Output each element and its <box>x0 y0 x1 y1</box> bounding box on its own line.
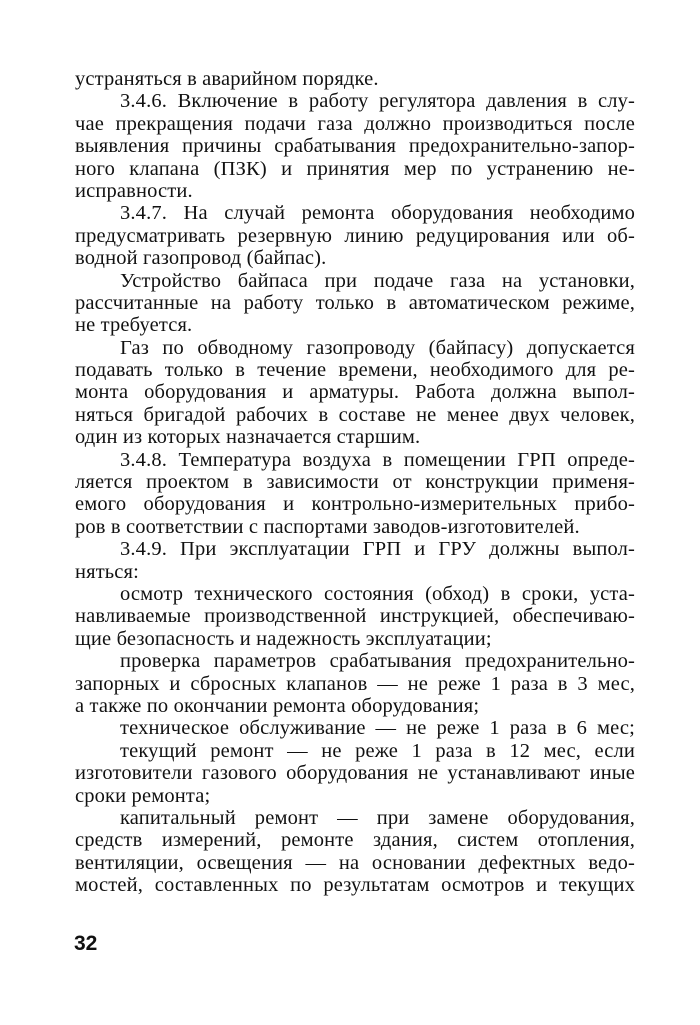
text-line: капитальный ремонт — при замене оборудования, <box>120 806 635 829</box>
text-line: Устройство байпаса при подаче газа на установки, <box>120 269 635 292</box>
text-line: 3.4.7. На случай ремонта оборудования необходимо <box>120 202 635 225</box>
page-number: 32 <box>74 932 98 955</box>
text-line: не требуется. <box>75 314 193 337</box>
text-line: Газ по обводному газопроводу (байпасу) допускается <box>120 336 635 359</box>
text-line: изготовители газового оборудования не устанавливают иные <box>75 762 635 785</box>
text-line: ляется проектом в зависимости от конструкции применя- <box>75 471 635 494</box>
text-line: емого оборудования и контрольно-измерительных прибо- <box>75 493 635 516</box>
text-line: подавать только в течение времени, необходимого для ре- <box>75 359 635 382</box>
text-line: исправности. <box>75 179 193 202</box>
text-line: предусматривать резервную линию редуцирования или об- <box>75 224 635 247</box>
text-line: запорных и сбросных клапанов — не реже 1 раза в 3 мес, <box>75 672 635 695</box>
text-line: вентиляции, освещения — на основании дефектных ведо- <box>75 851 635 874</box>
text-line: няться бригадой рабочих в составе не менее двух человек, <box>75 403 635 426</box>
text-line: текущий ремонт — не реже 1 раза в 12 мес, если <box>120 739 635 762</box>
text-line: осмотр технического состояния (обход) в сроки, уста- <box>120 582 635 605</box>
body-text <box>75 68 635 896</box>
text-line: мостей, составленных по результатам осмотров и текущих <box>75 874 635 897</box>
text-line: ного клапана (ПЗК) и принятия мер по устранению не- <box>75 157 635 180</box>
text-line: один из которых назначается старшим. <box>75 426 421 449</box>
text-line: монта оборудования и арматуры. Работа должна выпол- <box>75 381 635 404</box>
text-line: няться: <box>75 560 139 583</box>
text-line: выявления причины срабатывания предохранительно-запор- <box>75 135 635 158</box>
text-line: щие безопасность и надежность эксплуатации; <box>75 627 492 650</box>
text-line: рассчитанные на работу только в автоматическом режиме, <box>75 291 635 314</box>
text-line: водной газопровод (байпас). <box>75 247 327 270</box>
text-line: сроки ремонта; <box>75 784 211 807</box>
text-line: 3.4.9. При эксплуатации ГРП и ГРУ должны выпол- <box>120 538 635 561</box>
text-line: устраняться в аварийном порядке. <box>75 68 379 90</box>
text-line: средств измерений, ремонте здания, систем отопления, <box>75 829 635 852</box>
text-line: 3.4.6. Включение в работу регулятора давления в слу- <box>120 90 635 113</box>
text-line: 3.4.8. Температура воздуха в помещении ГРП опреде- <box>120 448 635 471</box>
text-line: проверка параметров срабатывания предохранительно- <box>120 650 635 673</box>
text-line: а также по окончании ремонта оборудования; <box>75 694 480 717</box>
text-line: техническое обслуживание — не реже 1 раза в 6 мес; <box>120 717 635 740</box>
text-line: навливаемые производственной инструкцией, обеспечиваю- <box>75 605 635 628</box>
text-line: ров в соответствии с паспортами заводов-изготовителей. <box>75 515 580 538</box>
text-line: чае прекращения подачи газа должно производиться после <box>75 112 635 135</box>
